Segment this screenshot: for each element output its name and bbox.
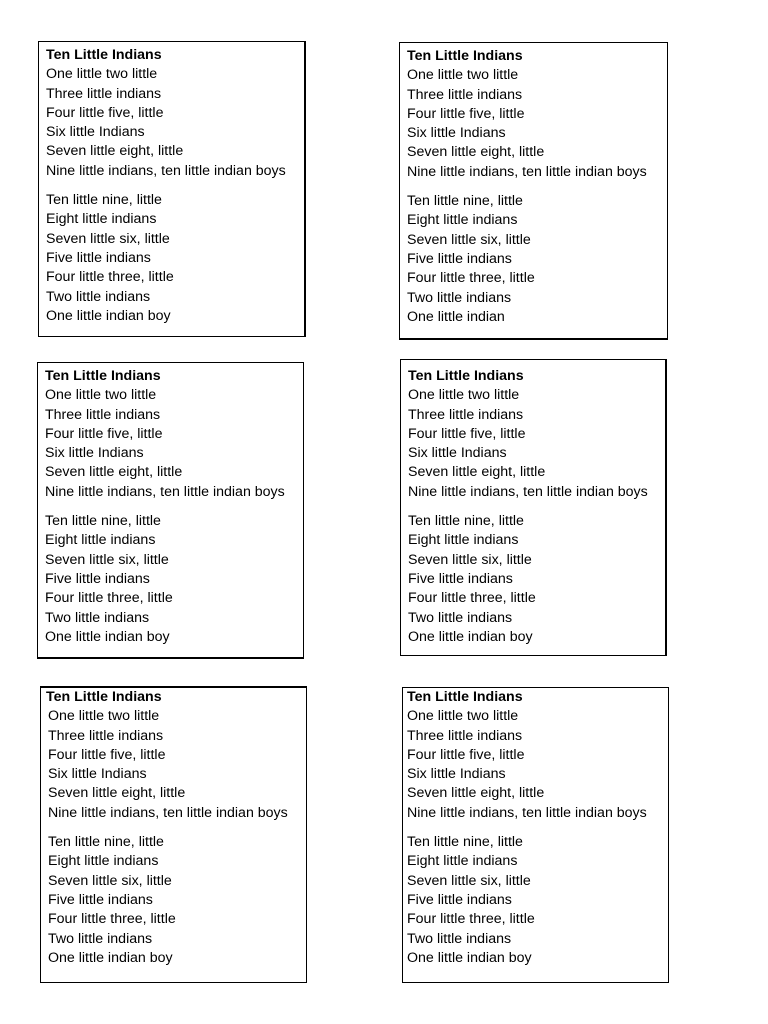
- verse1-line: Four little five, little: [48, 746, 166, 763]
- verse2-line: Four little three, little: [408, 590, 536, 607]
- verse2-line: Five little indians: [408, 570, 513, 587]
- verse2-line: Seven little six, little: [408, 551, 532, 568]
- verse1-line: Three little indians: [407, 727, 523, 744]
- verse2-line: Five little indians: [407, 891, 512, 908]
- verse1-line: Nine little indians, ten little indian boys: [45, 483, 285, 500]
- card-title: Ten Little Indians: [46, 689, 162, 705]
- verse2-line: Eight little indians: [407, 212, 518, 229]
- verse2-line: Two little indians: [46, 288, 151, 305]
- verse1-line: Six little Indians: [45, 445, 144, 462]
- verse2-line: Seven little six, little: [407, 231, 531, 248]
- verse2-line: Two little indians: [45, 609, 150, 626]
- verse2-line: Two little indians: [48, 930, 153, 947]
- verse2-line: Eight little indians: [408, 532, 519, 549]
- card-title: Ten Little Indians: [46, 47, 162, 63]
- verse-gap: [45, 502, 297, 512]
- verse1-line: One little two little: [408, 387, 520, 404]
- verse1-line: Nine little indians, ten little indian boys: [46, 162, 286, 179]
- verse1-line: Four little five, little: [46, 104, 164, 121]
- verse2-line: Two little indians: [408, 609, 513, 626]
- verse1-line: One little two little: [48, 708, 160, 725]
- lyrics-card-5: [40, 686, 307, 983]
- verse2-line: Five little indians: [48, 891, 153, 908]
- verse2-line: Eight little indians: [48, 853, 159, 870]
- verse1-line: Four little five, little: [45, 425, 163, 442]
- lyrics-card-6: [402, 687, 669, 983]
- verse2-line: Ten little nine, little: [407, 834, 523, 851]
- card-title: Ten Little Indians: [45, 368, 161, 384]
- verse2-line: Four little three, little: [45, 590, 173, 607]
- verse2-line: Seven little six, little: [407, 872, 531, 889]
- verse1-line: Three little indians: [48, 727, 164, 744]
- verse2-line: Ten little nine, little: [407, 193, 523, 210]
- verse2-line: Seven little six, little: [45, 551, 169, 568]
- verse1-line: Four little five, little: [408, 425, 526, 442]
- verse-gap: [407, 823, 662, 833]
- verse1-line: Seven little eight, little: [45, 464, 183, 481]
- verse2-line: One little indian: [407, 308, 505, 325]
- verse-gap: [408, 502, 659, 512]
- verse2-line: Eight little indians: [46, 211, 157, 228]
- verse1-line: Three little indians: [46, 85, 162, 102]
- verse2-line: Ten little nine, little: [48, 834, 164, 851]
- verse2-line: Five little indians: [45, 570, 150, 587]
- verse1-line: Three little indians: [408, 406, 524, 423]
- verse1-line: Four little five, little: [407, 105, 525, 122]
- verse2-line: One little indian boy: [48, 949, 173, 966]
- verse2-line: Ten little nine, little: [46, 192, 162, 209]
- verse-gap: [46, 181, 298, 191]
- verse1-line: One little two little: [46, 66, 158, 83]
- verse2-line: One little indian boy: [407, 949, 532, 966]
- verse2-line: Seven little six, little: [46, 230, 170, 247]
- verse1-line: Seven little eight, little: [408, 464, 546, 481]
- verse2-line: Four little three, little: [46, 269, 174, 286]
- verse1-line: Nine little indians, ten little indian boys: [48, 804, 288, 821]
- verse2-line: Eight little indians: [407, 853, 518, 870]
- card-title: Ten Little Indians: [408, 368, 524, 384]
- verse1-line: Seven little eight, little: [48, 785, 186, 802]
- verse2-line: Five little indians: [46, 249, 151, 266]
- lyrics-card-4: [400, 359, 666, 656]
- verse2-line: Four little three, little: [48, 911, 176, 928]
- verse2-line: One little indian boy: [408, 628, 533, 645]
- verse1-line: Seven little eight, little: [407, 144, 545, 161]
- verse1-line: Six little Indians: [407, 766, 506, 783]
- verse1-line: Six little Indians: [46, 124, 145, 141]
- verse2-line: Seven little six, little: [48, 872, 172, 889]
- verse-gap: [48, 823, 300, 833]
- card-title: Ten Little Indians: [407, 689, 523, 705]
- verse2-line: Four little three, little: [407, 911, 535, 928]
- verse1-line: Six little Indians: [407, 125, 506, 142]
- verse1-line: One little two little: [407, 67, 519, 84]
- verse-gap: [407, 182, 661, 192]
- verse1-line: Nine little indians, ten little indian boys: [408, 483, 648, 500]
- verse2-line: Eight little indians: [45, 532, 156, 549]
- verse1-line: Seven little eight, little: [46, 143, 184, 160]
- verse2-line: Two little indians: [407, 930, 512, 947]
- verse1-line: Six little Indians: [408, 445, 507, 462]
- lyrics-card-3: [37, 362, 304, 658]
- verse1-line: One little two little: [45, 387, 157, 404]
- lyrics-card-1: [38, 41, 305, 337]
- verse1-line: Nine little indians, ten little indian boys: [407, 163, 647, 180]
- verse2-line: One little indian boy: [46, 307, 171, 324]
- verse2-line: One little indian boy: [45, 628, 170, 645]
- verse1-line: Three little indians: [407, 86, 523, 103]
- lyrics-card-2: [399, 42, 668, 339]
- card-title: Ten Little Indians: [407, 48, 523, 64]
- verse2-line: Ten little nine, little: [408, 513, 524, 530]
- verse2-line: Four little three, little: [407, 270, 535, 287]
- verse1-line: Three little indians: [45, 406, 161, 423]
- verse1-line: One little two little: [407, 708, 519, 725]
- verse1-line: Six little Indians: [48, 766, 147, 783]
- verse2-line: Two little indians: [407, 289, 512, 306]
- verse1-line: Nine little indians, ten little indian boys: [407, 804, 647, 821]
- verse1-line: Four little five, little: [407, 746, 525, 763]
- verse1-line: Seven little eight, little: [407, 785, 545, 802]
- verse2-line: Ten little nine, little: [45, 513, 161, 530]
- verse2-line: Five little indians: [407, 250, 512, 267]
